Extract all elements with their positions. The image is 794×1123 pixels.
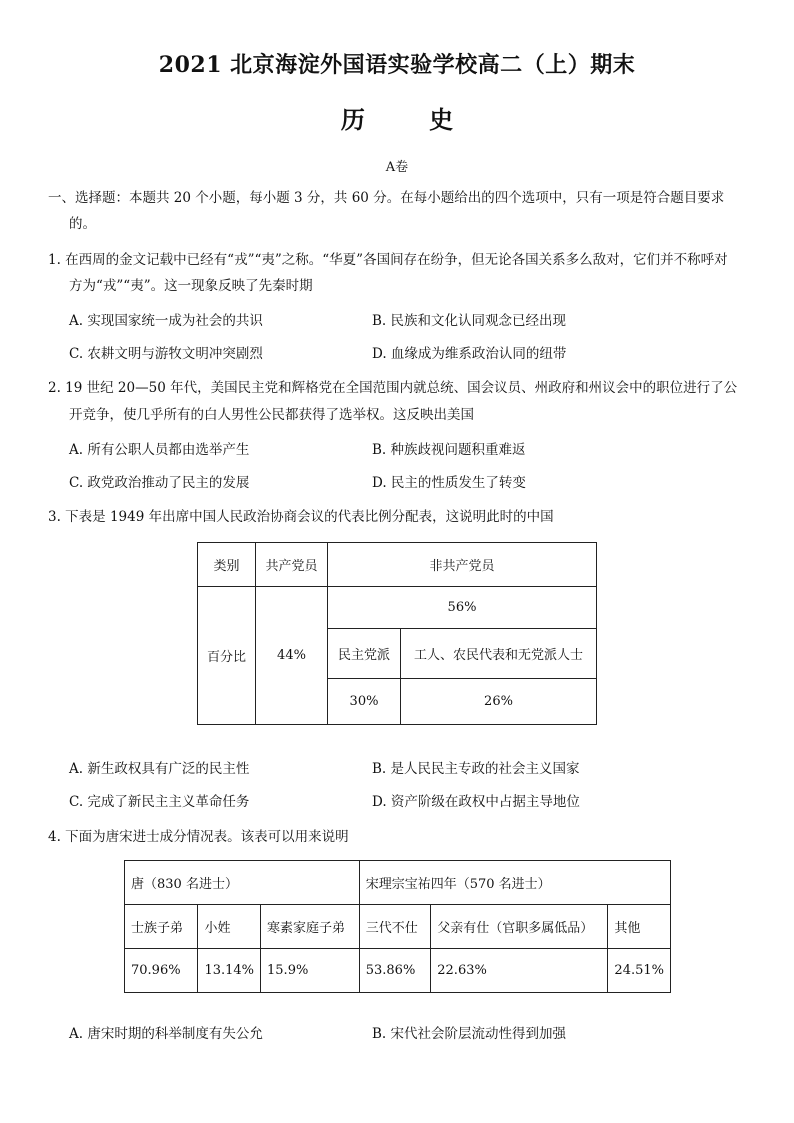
q1-option-b: B. 民族和文化认同观念已经出现 (372, 313, 567, 329)
q4-val-three-generations: 53.86% (359, 949, 431, 993)
q3-sub1-pct: 30% (328, 679, 401, 725)
q2-option-d: D. 民主的性质发生了转变 (372, 475, 526, 491)
q3-header-noncommunist: 非共产党员 (328, 543, 597, 587)
q3-row-label: 百分比 (198, 587, 256, 725)
section-instruction-line1: 一、选择题：本题共 20 个小题，每小题 3 分，共 60 分。在每小题给出的四个选项中，只有一项是符合题目要求 (48, 190, 725, 206)
q4-col-father-official: 父亲有仕（官职多属低品） (431, 905, 608, 949)
volume-label: A卷 (385, 160, 409, 175)
subject-title: 历 史 (340, 105, 482, 134)
q3-sub-democratic-parties: 民主党派 (328, 629, 401, 679)
q4-table (124, 860, 671, 993)
q2-option-b: B. 种族歧视问题积重难返 (372, 442, 526, 458)
q2-option-a: A. 所有公职人员都由选举产生 (69, 442, 250, 458)
q4-option-b: B. 宋代社会阶层流动性得到加强 (372, 1026, 567, 1042)
q4-col-gentry: 士族子弟 (125, 905, 198, 949)
q2-stem-line2: 开竞争，使几乎所有的白人男性公民都获得了选举权。这反映出美国 (69, 407, 474, 423)
q4-val-gentry: 70.96% (125, 949, 198, 993)
q1-option-c: C. 农耕文明与游牧文明冲突剧烈 (69, 346, 263, 362)
page-title: 2021 北京海淀外国语实验学校高二（上）期末 (158, 52, 636, 78)
q3-header-communist: 共产党员 (256, 543, 328, 587)
q1-option-d: D. 血缘成为维系政治认同的纽带 (372, 346, 567, 362)
q3-stem: 3. 下表是 1949 年出席中国人民政治协商会议的代表比例分配表，这说明此时的中国 (48, 509, 554, 525)
q3-option-c: C. 完成了新民主主义革命任务 (69, 794, 250, 810)
q1-stem-line1: 1. 在西周的金文记载中已经有“戎”“夷”之称。“华夏”各国间存在纷争，但无论各国关系多么敌对，它们并不称呼对 (48, 252, 728, 268)
q4-header-song: 宋理宗宝祐四年（570 名进士） (359, 861, 670, 905)
q2-stem-line1: 2. 19 世纪 20—50 年代，美国民主党和辉格党在全国范围内就总统、国会议员、州政府和州议会中的职位进行了公 (48, 380, 738, 396)
q3-header-category: 类别 (198, 543, 256, 587)
q4-col-three-generations: 三代不仕 (359, 905, 431, 949)
q1-option-a: A. 实现国家统一成为社会的共识 (69, 313, 263, 329)
q3-sub2-pct: 26% (401, 679, 597, 725)
q3-option-d: D. 资产阶级在政权中占据主导地位 (372, 794, 580, 810)
q3-communist-pct: 44% (256, 587, 328, 725)
q4-col-other: 其他 (608, 905, 671, 949)
q3-option-b: B. 是人民民主专政的社会主义国家 (372, 761, 580, 777)
q4-stem: 4. 下面为唐宋进士成分情况表。该表可以用来说明 (48, 829, 349, 845)
q3-noncommunist-pct: 56% (328, 587, 597, 629)
q4-option-a: A. 唐宋时期的科举制度有失公允 (69, 1026, 263, 1042)
q4-col-humble-families: 寒素家庭子弟 (261, 905, 360, 949)
q4-val-humble-families: 15.9% (261, 949, 360, 993)
q2-option-c: C. 政党政治推动了民主的发展 (69, 475, 250, 491)
q3-sub-workers-peasants: 工人、农民代表和无党派人士 (401, 629, 597, 679)
q3-option-a: A. 新生政权具有广泛的民主性 (69, 761, 250, 777)
q4-val-minor-clans: 13.14% (198, 949, 261, 993)
q4-val-father-official: 22.63% (431, 949, 608, 993)
q3-table (197, 542, 597, 725)
section-instruction-line2: 的。 (69, 216, 96, 232)
q4-col-minor-clans: 小姓 (198, 905, 261, 949)
q1-stem-line2: 方为“戎”“夷”。这一现象反映了先秦时期 (69, 278, 313, 294)
q4-header-tang: 唐（830 名进士） (125, 861, 360, 905)
q4-val-other: 24.51% (608, 949, 671, 993)
